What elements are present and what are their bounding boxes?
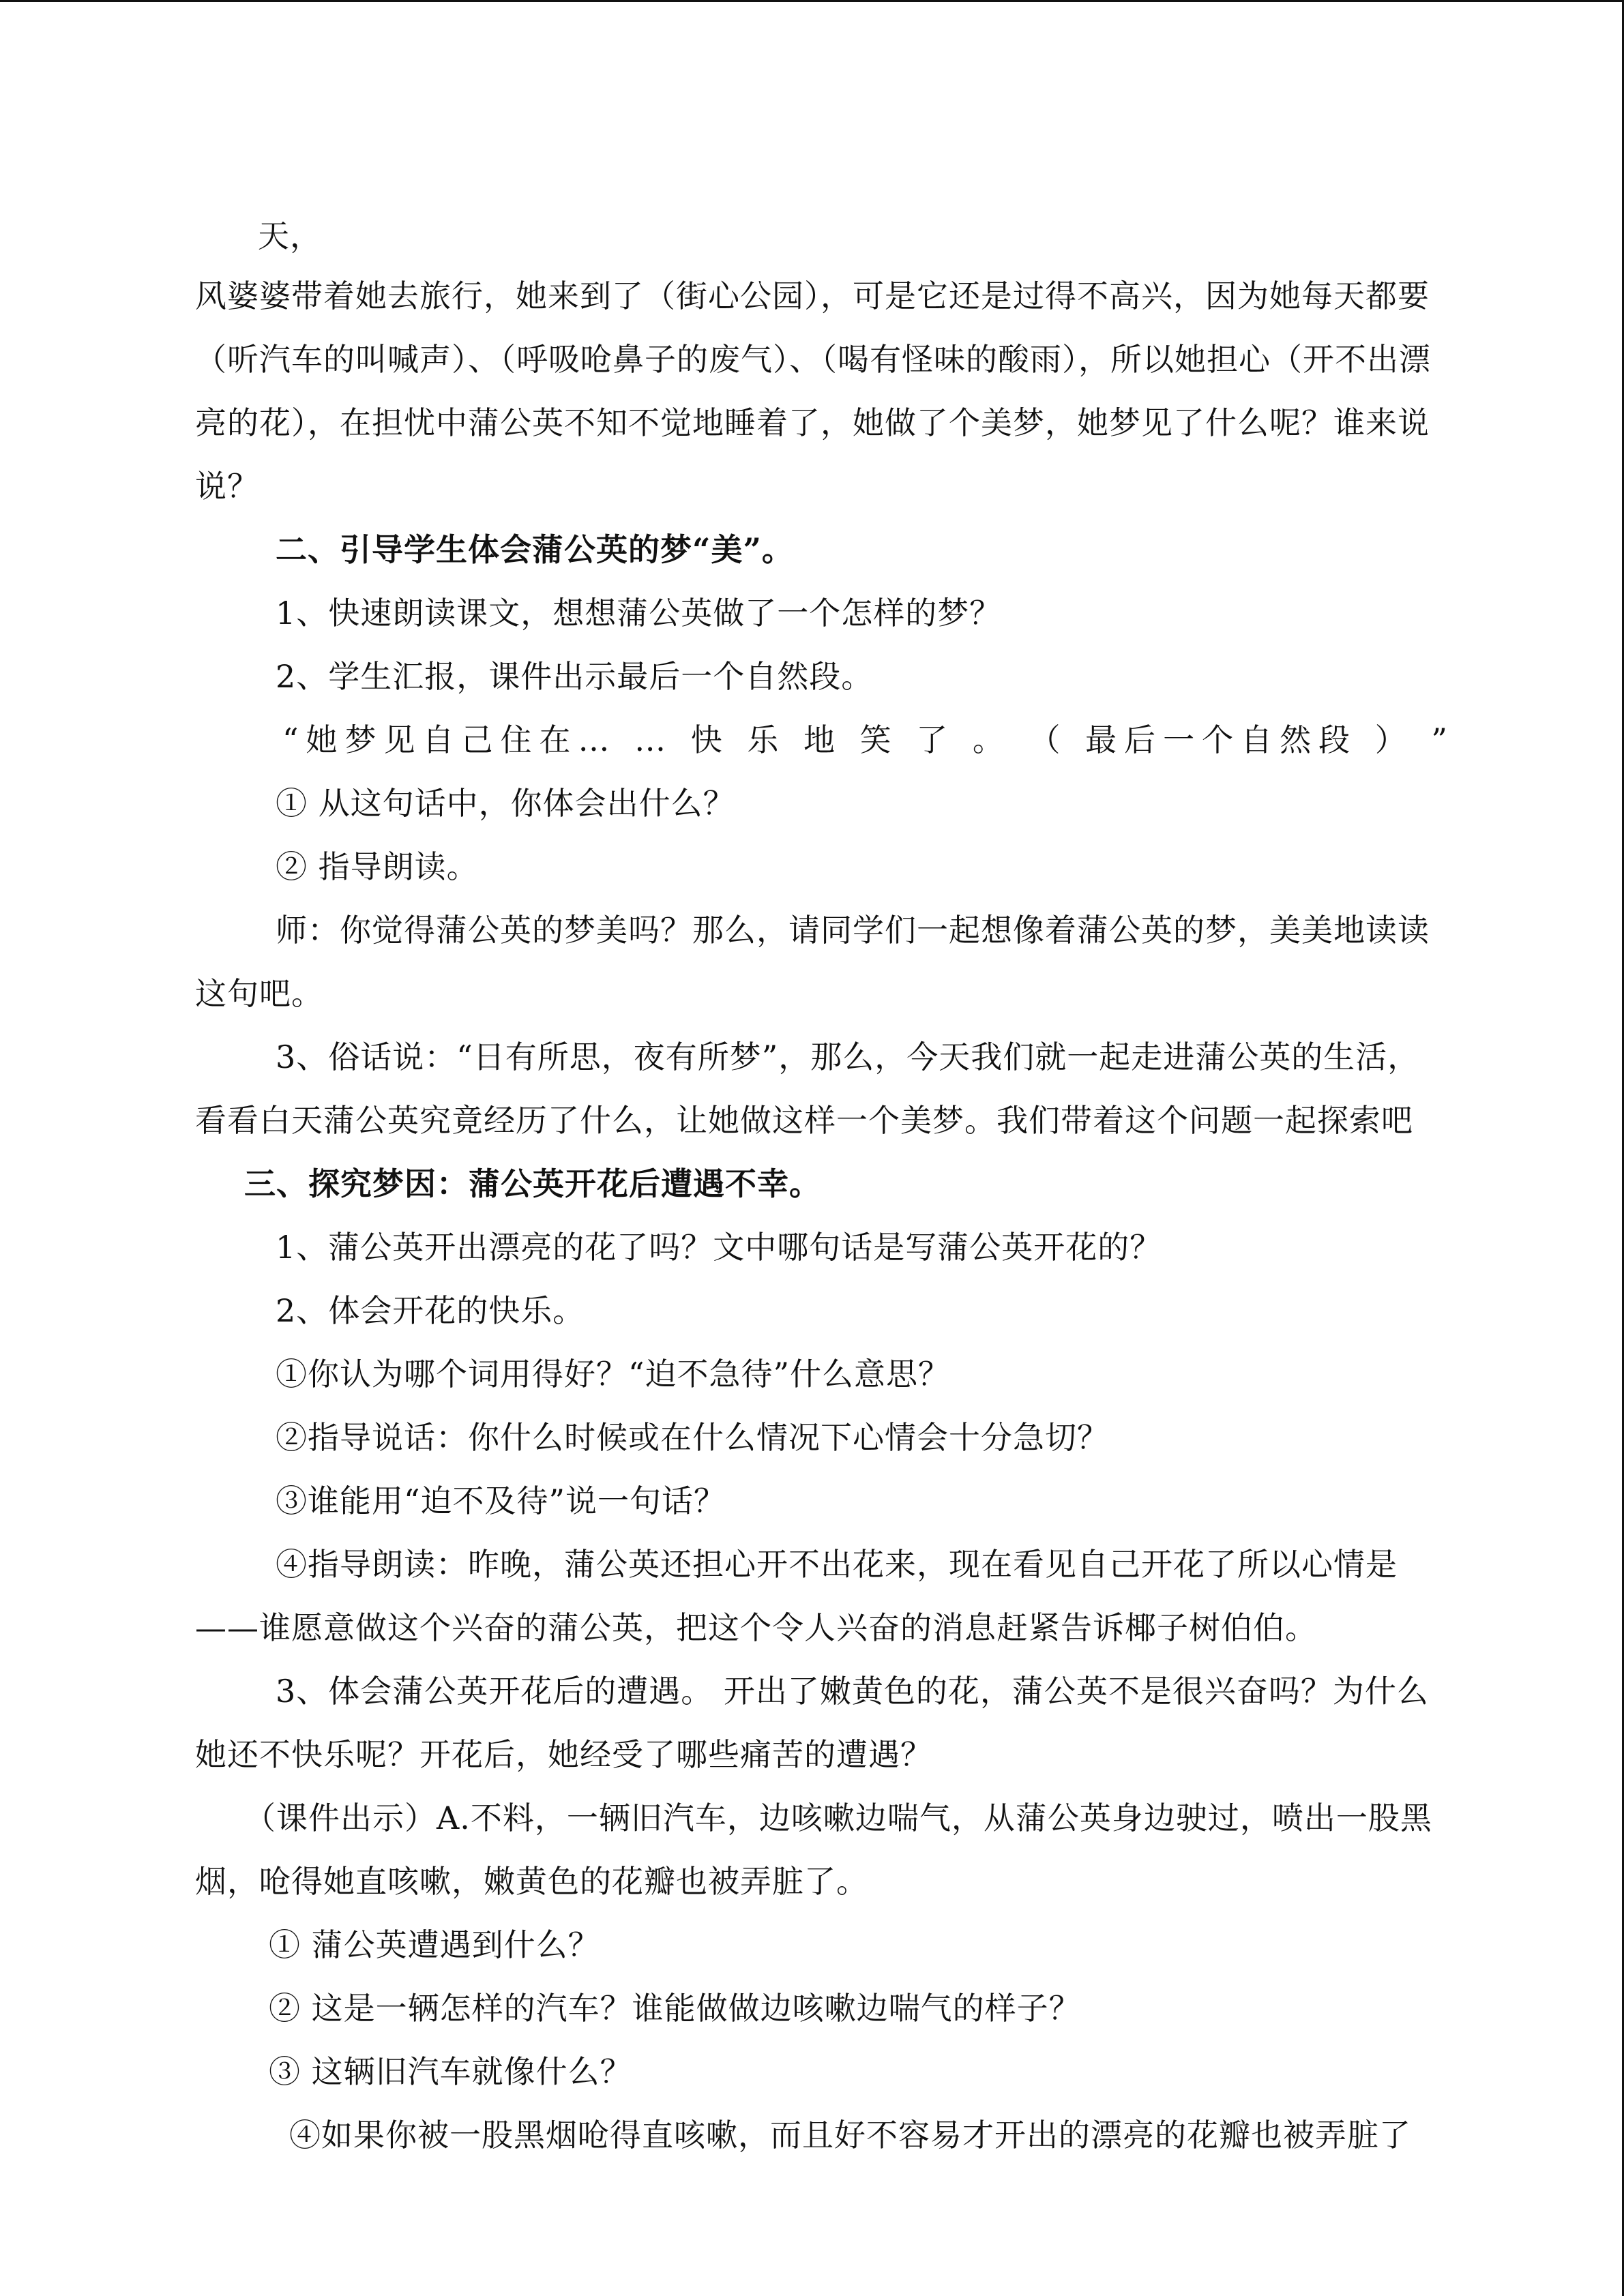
section-heading: 二、引导学生体会蒲公英的梦“美”。	[276, 531, 794, 568]
text-line: ② 这是一辆怎样的汽车？谁能做做边咳嗽边喘气的样子？	[269, 1990, 1081, 2027]
text-line: ②指导说话：你什么时候或在什么情况下心情会十分急切？	[276, 1419, 1109, 1456]
text-line: 这句吧。	[195, 975, 323, 1012]
quote-line: “她梦见自己住在… … 快 乐 地 笑 了 。 （ 最后一个自然段 ） ”	[282, 721, 1455, 758]
text-line: （听汽车的叫喊声）、（呼吸呛鼻子的废气）、（喝有怪味的酸雨），所以她担心（开不出漂	[195, 341, 1431, 378]
text-line: 亮的花），在担忧中蒲公英不知不觉地睡着了，她做了个美梦，她梦见了什么呢？谁来说	[195, 404, 1430, 441]
text-line: ① 从这句话中，你体会出什么？	[276, 785, 735, 822]
text-line: ①你认为哪个词用得好？“迫不急待”什么意思？	[276, 1356, 951, 1392]
text-line: ④如果你被一股黑烟呛得直咳嗽，而且好不容易才开出的漂亮的花瓣也被弄脏了	[289, 2117, 1411, 2153]
text-line: 师：你觉得蒲公英的梦美吗？那么，请同学们一起想像着蒲公英的梦，美美地读读	[276, 912, 1430, 949]
text-line: 说？	[195, 468, 259, 505]
text-line: 天，	[258, 218, 322, 254]
text-line: 风婆婆带着她去旅行，她来到了（街心公园），可是它还是过得不高兴，因为她每天都要	[195, 278, 1430, 314]
text-line: 1、快速朗读课文，想想蒲公英做了一个怎样的梦？	[276, 595, 1002, 631]
text-line: 2、学生汇报，课件出示最后一个自然段。	[276, 658, 874, 695]
text-line: 看看白天蒲公英究竟经历了什么，让她做这样一个美梦。我们带着这个问题一起探索吧	[195, 1102, 1413, 1139]
section-heading: 三、探究梦因：蒲公英开花后遭遇不幸。	[244, 1165, 821, 1202]
text-line: ④指导朗读：昨晚，蒲公英还担心开不出花来，现在看见自己开花了所以心情是	[276, 1546, 1398, 1583]
text-line: ③谁能用“迫不及待”说一句话？	[276, 1482, 726, 1519]
text-line: 她还不快乐呢？开花后，她经受了哪些痛苦的遭遇？	[195, 1736, 932, 1773]
text-line: ——谁愿意做这个兴奋的蒲公英，把这个令人兴奋的消息赶紧告诉椰子树伯伯。	[195, 1609, 1317, 1646]
text-line: ① 蒲公英遭遇到什么？	[269, 1926, 600, 1963]
text-line: 烟，呛得她直咳嗽，嫩黄色的花瓣也被弄脏了。	[195, 1863, 868, 1900]
text-line: （课件出示）A.不料，一辆旧汽车，边咳嗽边喘气，从蒲公英身边驶过，喷出一股黑	[244, 1800, 1432, 1836]
text-line: ③ 这辆旧汽车就像什么？	[269, 2053, 632, 2090]
text-line: 2、体会开花的快乐。	[276, 1292, 585, 1329]
text-line: 3、俗话说：“日有所思，夜有所梦”，那么，今天我们就一起走进蒲公英的生活，	[276, 1039, 1420, 1075]
text-line: 3、体会蒲公英开花后的遭遇。 开出了嫩黄色的花，蒲公英不是很兴奋吗？为什么	[276, 1673, 1429, 1710]
text-line: 1、蒲公英开出漂亮的花了吗？文中哪句话是写蒲公英开花的？	[276, 1229, 1162, 1266]
text-line: ② 指导朗读。	[276, 848, 479, 885]
